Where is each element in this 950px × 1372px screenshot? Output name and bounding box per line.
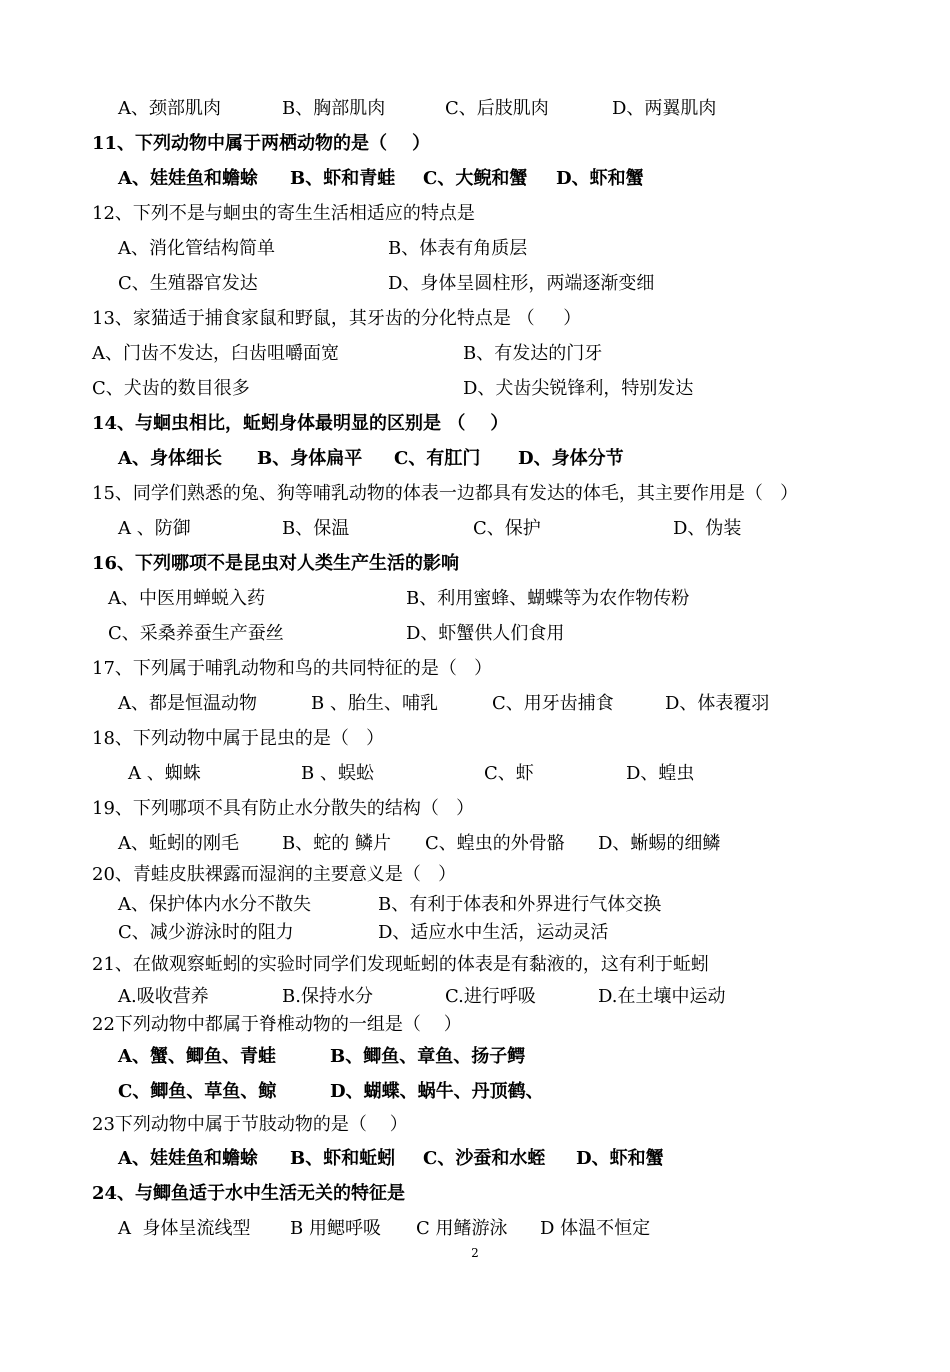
option: D 体温不恒定 (540, 1218, 651, 1239)
question-text: 12、下列不是与蛔虫的寄生生活相适应的特点是 (92, 203, 475, 224)
option: A.吸收营养 (118, 986, 209, 1007)
option: B、虾和青蛙 (290, 168, 396, 189)
option: B、身体扁平 (257, 448, 363, 469)
option: B、有利于体表和外界进行气体交换 (378, 894, 662, 915)
question-22-options-row1 (0, 1044, 526, 1070)
option: B、蛇的 鳞片 (282, 833, 391, 854)
question-16 (0, 551, 460, 577)
question-16-options-row2 (0, 621, 565, 647)
question-12 (0, 201, 475, 227)
option: C、鲫鱼、草鱼、鲸 (118, 1081, 277, 1102)
page-number: 2 (471, 1246, 479, 1260)
question-19-options (0, 831, 721, 857)
option: D、蜥蜴的细鳞 (598, 833, 721, 854)
option: B、体表有角质层 (388, 238, 528, 259)
option: B.保持水分 (282, 986, 373, 1007)
option: B 用鳃呼吸 (290, 1218, 381, 1239)
question-text: 21、在做观察蚯蚓的实验时同学们发现蚯蚓的体表是有黏液的，这有利于蚯蚓 (92, 954, 709, 975)
question-10-options (0, 96, 717, 122)
option: C、蝗虫的外骨骼 (425, 833, 565, 854)
option: D.在土壤中运动 (598, 986, 726, 1007)
question-11-options (0, 166, 644, 192)
question-11 (0, 131, 431, 157)
option: B、有发达的门牙 (463, 343, 603, 364)
question-text: 23下列动物中属于节肢动物的是（ ） (92, 1114, 408, 1135)
option: A、娃娃鱼和蟾蜍 (118, 1148, 258, 1169)
option: C 用鳍游泳 (416, 1218, 508, 1239)
option: C、后肢肌肉 (445, 98, 549, 119)
question-22-options-row2 (0, 1079, 544, 1105)
option: C、减少游泳时的阻力 (118, 922, 294, 943)
question-text: 24、与鲫鱼适于水中生活无关的特征是 (92, 1183, 406, 1204)
question-20-options-row2 (0, 920, 609, 946)
question-text: 16、下列哪项不是昆虫对人类生产生活的影响 (92, 553, 460, 574)
option: A、消化管结构简单 (118, 238, 275, 259)
option: A、门齿不发达，臼齿咀嚼面宽 (92, 343, 339, 364)
option: D、身体分节 (518, 448, 624, 469)
question-text: 22下列动物中都属于脊椎动物的一组是（ ） (92, 1014, 462, 1035)
option: D、适应水中生活，运动灵活 (378, 922, 609, 943)
option: A、身体细长 (118, 448, 222, 469)
question-17 (0, 656, 493, 682)
option: D、两翼肌肉 (612, 98, 717, 119)
question-17-options (0, 691, 770, 717)
question-15-options (0, 516, 742, 542)
option: D、虾和蟹 (556, 168, 644, 189)
option: B、鲫鱼、章鱼、扬子鳄 (330, 1046, 526, 1067)
question-21 (0, 952, 709, 978)
question-24 (0, 1181, 406, 1207)
question-13-options-row2 (0, 376, 694, 402)
option: C、虾 (484, 763, 534, 784)
option: C、有肛门 (394, 448, 481, 469)
question-21-options (0, 984, 726, 1010)
option: C、沙蚕和水蛭 (423, 1148, 546, 1169)
question-20-options-row1 (0, 892, 662, 918)
option: C、用牙齿捕食 (492, 693, 614, 714)
question-text: 18、下列动物中属于昆虫的是（ ） (92, 728, 385, 749)
question-14-options (0, 446, 624, 472)
option: B、利用蜜蜂、蝴蝶等为农作物传粉 (406, 588, 690, 609)
option: C、犬齿的数目很多 (92, 378, 250, 399)
option: A、都是恒温动物 (118, 693, 257, 714)
question-18 (0, 726, 385, 752)
option: A、蚯蚓的刚毛 (118, 833, 239, 854)
option: A 身体呈流线型 (118, 1218, 251, 1239)
option: B、保温 (282, 518, 350, 539)
option: B 、胎生、哺乳 (311, 693, 438, 714)
option: A 、蜘蛛 (128, 763, 201, 784)
question-text: 13、家猫适于捕食家鼠和野鼠，其牙齿的分化特点是 （ ） (92, 308, 582, 329)
option: D、伪装 (673, 518, 742, 539)
option: D、蝗虫 (626, 763, 695, 784)
option: A、颈部肌肉 (118, 98, 221, 119)
question-13-options-row1 (0, 341, 603, 367)
question-13 (0, 306, 582, 332)
question-text: 15、同学们熟悉的兔、狗等哺乳动物的体表一边都具有发达的体毛，其主要作用是（ ） (92, 483, 799, 504)
option: D、蝴蝶、蜗牛、丹顶鹤、 (330, 1081, 544, 1102)
option: C、大鲵和蟹 (423, 168, 528, 189)
option: D、虾和蟹 (576, 1148, 664, 1169)
option: C、采桑养蚕生产蚕丝 (108, 623, 284, 644)
option: C、保护 (473, 518, 541, 539)
question-12-options-row2 (0, 271, 655, 297)
option: D、体表覆羽 (665, 693, 770, 714)
option: A、娃娃鱼和蟾蜍 (118, 168, 258, 189)
question-22 (0, 1012, 462, 1038)
question-16-options-row1 (0, 586, 690, 612)
question-text: 20、青蛙皮肤裸露而湿润的主要意义是（ ） (92, 864, 457, 885)
option: A、蟹、鲫鱼、青蛙 (118, 1046, 276, 1067)
question-24-options (0, 1216, 651, 1242)
option: B、虾和蚯蚓 (290, 1148, 396, 1169)
question-text: 14、与蛔虫相比，蚯蚓身体最明显的区别是 （ ） (92, 413, 509, 434)
option: A、保护体内水分不散失 (118, 894, 311, 915)
option: D、犬齿尖锐锋利，特别发达 (463, 378, 694, 399)
question-14 (0, 411, 509, 437)
option: D、身体呈圆柱形，两端逐渐变细 (388, 273, 655, 294)
question-text: 19、下列哪项不具有防止水分散失的结构（ ） (92, 798, 475, 819)
question-text: 17、下列属于哺乳动物和鸟的共同特征的是（ ） (92, 658, 493, 679)
question-20 (0, 862, 457, 888)
option: B、胸部肌肉 (282, 98, 386, 119)
question-19 (0, 796, 475, 822)
question-18-options (0, 761, 695, 787)
option: C、生殖器官发达 (118, 273, 258, 294)
question-15 (0, 481, 799, 507)
option: A 、防御 (118, 518, 191, 539)
question-23-options (0, 1146, 664, 1172)
question-12-options-row1 (0, 236, 528, 262)
question-23 (0, 1112, 408, 1138)
option: A、中医用蝉蜕入药 (108, 588, 265, 609)
option: B 、蜈蚣 (301, 763, 374, 784)
question-text: 11、下列动物中属于两栖动物的是（ ） (92, 133, 431, 154)
option: C.进行呼吸 (445, 986, 536, 1007)
option: D、虾蟹供人们食用 (406, 623, 565, 644)
